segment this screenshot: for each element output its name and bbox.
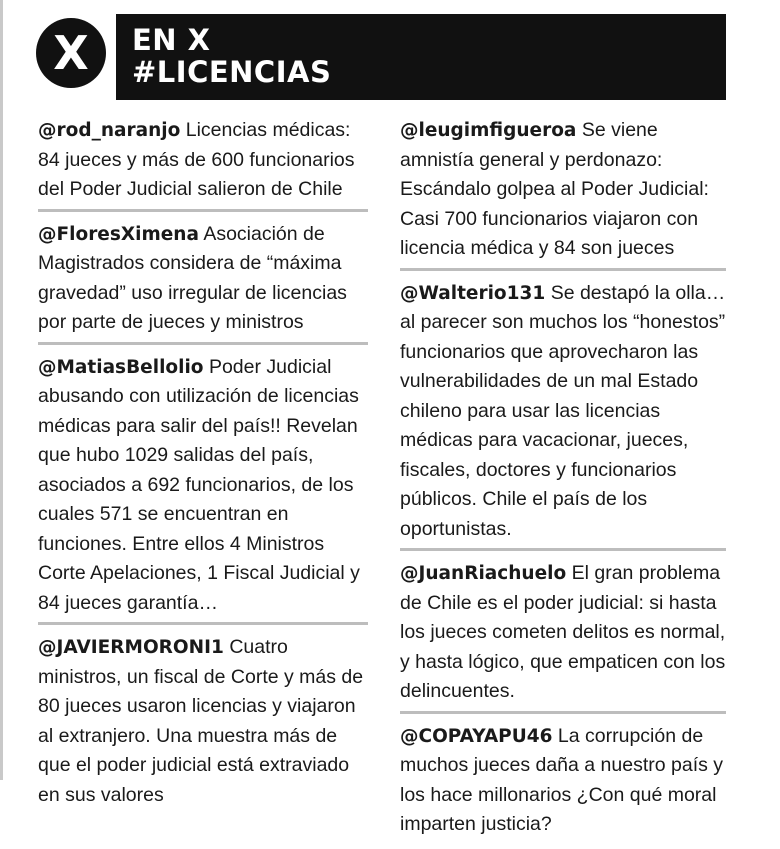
tweet-item (38, 629, 368, 814)
tweet-text: La corrupción de muchos jueces daña a nuestro país y los hace millonarios ¿Con qué moral imparten justicia? (400, 724, 724, 835)
left-column (38, 112, 368, 818)
tweet-text: Se destapó la olla… al parecer son muchos los “honestos” funcionarios que aprovecharon las vulnerabilidades de un mal Estado chileno para usar las licencias médicas para vacacionar, jueces, fiscales, doctores y funcionarios públicos. Chile el país de los oportunistas. (400, 281, 726, 540)
tweet-handle: @JAVIERMORONI1 (38, 637, 224, 658)
tweet-handle: @leugimfigueroa (400, 120, 577, 141)
tweet-item (38, 216, 368, 345)
tweet-text: Cuatro ministros, un fiscal de Corte y más de 80 jueces usaron licencias y viajaron al extranjero. Una muestra más de que el poder judicial está extraviado en sus valores (38, 636, 364, 806)
section-title (132, 24, 331, 88)
section-title-line-2: #LICENCIAS (132, 55, 332, 89)
tweet-handle: @MatiasBellolio (38, 356, 204, 378)
tweet-item (38, 349, 368, 626)
tweet-item (400, 275, 726, 552)
section-header (116, 14, 726, 100)
tweet-handle: @JuanRiachuelo (400, 563, 567, 584)
tweet-item (400, 112, 726, 271)
tweet-handle: @rod_naranjo (38, 120, 181, 141)
section-title-line-1: EN X (132, 23, 211, 57)
tweet-item (400, 555, 726, 714)
right-column (400, 112, 726, 848)
x-logo-icon: X (36, 18, 106, 88)
tweet-handle: @FloresXimena (38, 223, 199, 245)
tweet-item (400, 718, 726, 844)
tweet-handle: @Walterio131 (400, 282, 546, 304)
left-column-rule (0, 0, 3, 780)
tweet-text: Licencias médicas: 84 jueces y más de 600 funcionarios del Poder Judicial salieron de Chile (38, 119, 355, 200)
tweet-item (38, 112, 368, 212)
tweet-text: Se viene amnistía general y perdonazo: Escándalo golpea al Poder Judicial: Casi 700 funcionarios viajaron con licencia médica y 84 son jueces (400, 119, 709, 259)
tweet-text: Asociación de Magistrados considera de “máxima gravedad” uso irregular de licencias por parte de jueces y ministros (38, 222, 347, 333)
tweet-text: Poder Judicial abusando con utilización de licencias médicas para salir del país!! Revelan que hubo 1029 salidas del país, asociados a 692 funcionarios, de los cuales 571 se encuentran en funciones. Entre ellos 4 Ministros Corte Apelaciones, 1 Fiscal Judicial y 84 jueces garantía… (38, 355, 360, 614)
tweet-text: El gran problema de Chile es el poder judicial: si hasta los jueces cometen delitos es normal, y hasta lógico, que empaticen con los delincuentes. (400, 562, 726, 702)
tweet-handle: @COPAYAPU46 (400, 725, 553, 747)
